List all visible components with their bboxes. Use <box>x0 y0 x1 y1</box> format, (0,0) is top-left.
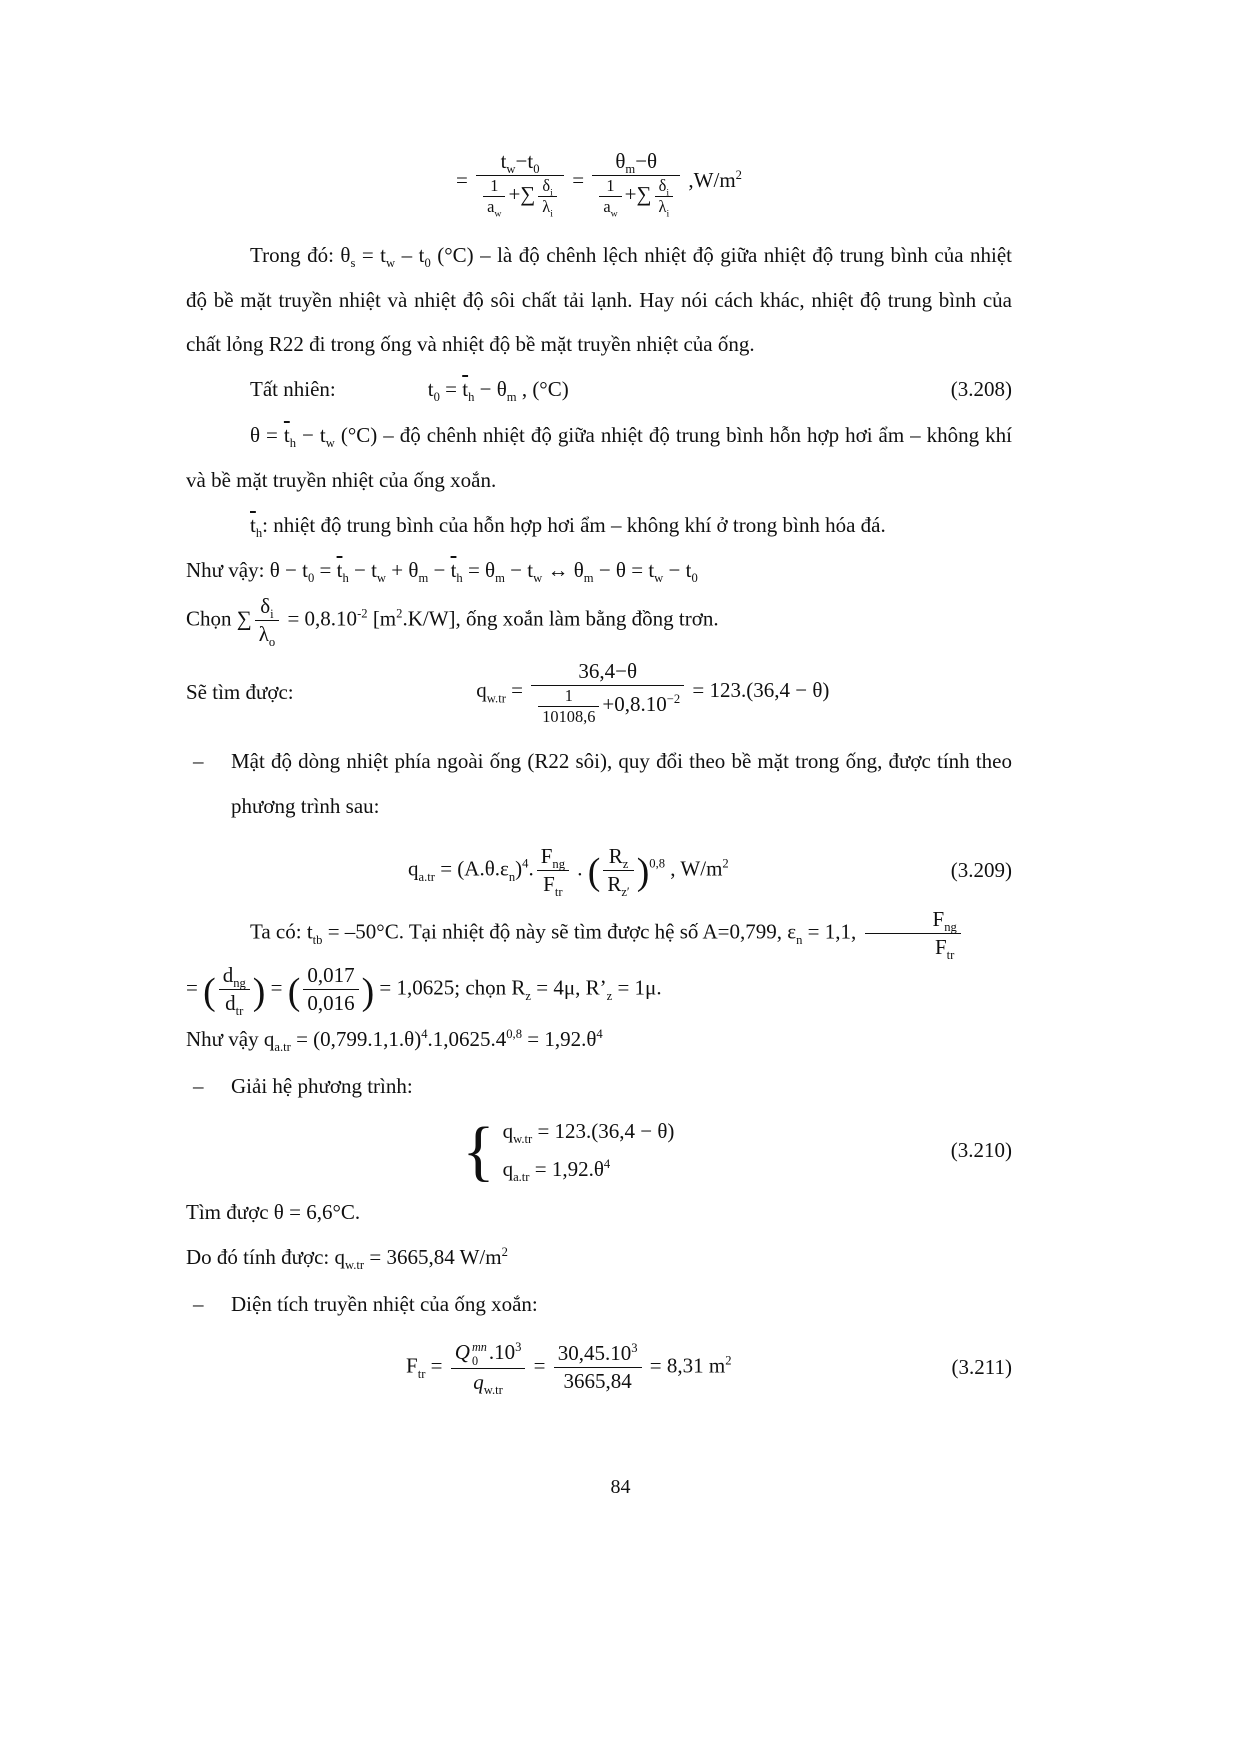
equation-3211 <box>186 1339 1012 1397</box>
list-item-giai-he <box>186 1064 1012 1109</box>
bullet-marker: – <box>193 748 204 773</box>
equation-3210 <box>186 1113 1012 1189</box>
paragraph-trong-do: Trong đó: $\theta_s = t_w - t_0$ (°C) – là độ chênh lệch nhiệt độ giữa nhiệt độ trung bình của nhiệt độ bề mặt truyền nhiệt và nhiệt độ sôi chất tải lạnh. Hay nói cách khác, nhiệt độ trung bình của chất lỏng R22 đi trong ống và nhiệt độ bề mặt truyền nhiệt của ống. <box>186 242 1012 357</box>
paragraph-nhu-vay: Như vậy: $\theta - t_0 = \overline{t}_h - t_w + \theta_m - \overline{t}_h = \theta_m - t_w$ ↔ $\theta_m - \theta = t_w - t_0$ <box>186 557 698 585</box>
paragraph-th-dinh-nghia: $\overline{t}_h$: nhiệt độ trung bình của hỗn hợp hơi ẩm – không khí ở trong bình hóa đá. <box>250 512 886 540</box>
equation-formula: $q_{w.tr}$ = 36,4−θ $\frac{1}{10108,6}$ $+0,8.10^{-2}$ = 123.(36,4 − θ) <box>476 659 830 727</box>
page-number: 84 <box>610 1476 631 1498</box>
equation-center <box>186 1339 952 1397</box>
list-item-text: Mật độ dòng nhiệt phía ngoài ống (R22 sôi), quy đổi theo bề mặt trong ống, được tính theo phương trình sau: <box>231 748 1012 818</box>
bullet-marker: – <box>193 1074 204 1099</box>
paragraph-ta-co: Ta có: $t_{tb} = -50^\circ C$. Tại nhiệt độ này sẽ tìm được hệ số A=0,799, $\varepsilon_n = 1,1$, $\frac{F_{ng}}{F_{tr}}$ <box>186 906 1012 962</box>
paragraph-chon: Chọn ∑ $\frac{\delta_i}{\lambda_o}$ = $0,8.10^{-2}$ $[m^2.K/W]$, ống xoắn làm bằng đồng trơn. <box>186 593 719 650</box>
brace-icon: { <box>462 1113 495 1189</box>
list-item-text: Giải hệ phương trình: <box>231 1074 413 1099</box>
equation-formula: $t_0 = \overline{t}_h - \theta_m$ , (°C) <box>427 377 569 405</box>
equation-lead-text: Sẽ tìm được: <box>186 679 294 704</box>
equation-display-main <box>186 148 1012 220</box>
paragraph-do-do: Do đó tính được: $q_{w.tr} = 3665,84$ $W/m^2$ <box>186 1244 508 1273</box>
equation-number: (3.209) <box>950 857 1012 882</box>
page-content <box>186 146 1012 1404</box>
equation-center <box>186 843 951 899</box>
equation-3209 <box>186 843 1012 899</box>
list-item-mat-do <box>186 739 1012 829</box>
equation-number: (3.208) <box>950 377 1012 402</box>
equation-formula: $q_{a.tr} = 1,92.\theta^4$ <box>502 1156 611 1184</box>
equation-formula: $q_{a.tr} = (A.\theta.\varepsilon_n)^4$. $\frac{F_{ng}}{F_{tr}}$ . ( $\frac{R_z}{R_{z'}}$ )$^{0,8}$ , $W/m^2$ <box>408 843 729 900</box>
equation-3208 <box>186 375 1012 404</box>
paragraph-ty-so-duong-kinh: = ( $\frac{d_{ng}}{d_{tr}}$ ) = ( $\frac{0,017}{0,016}$ ) = 1,0625; chọn $R_z = 4\mu$, $R’_z = 1\mu$. <box>186 962 662 1019</box>
equation-formula: $F_{tr}$ = Q mn 0 $.10^3$ $q_{w.tr}$ = $\frac{30,45.10^3}{3665,84}$ = 8,31 $m^2$ <box>406 1339 732 1398</box>
equation-system <box>462 1113 675 1189</box>
bullet-marker: – <box>193 1291 204 1316</box>
paragraph-nhu-vay-qatr: Như vậy $q_{a.tr} = (0,799.1,1.\theta)^4.1,0625.4^{0,8} = 1,92.\theta^4$ <box>186 1027 603 1055</box>
equation-system-lines <box>503 1117 675 1184</box>
equation-center <box>186 1113 951 1189</box>
equation-center <box>294 658 1012 727</box>
equation-formula: = $t_w-t_0$ $\frac{1}{a_w}$ +∑ $\frac{\delta_i}{\lambda_i}$ = $\theta_m-\theta$ $\frac{1}{a_w}$ +∑ $\frac{\delta_i}{\lambda_i}$ $,W/m^2$ <box>456 149 742 220</box>
equation-qwtr <box>186 658 1012 727</box>
paragraph-tim-duoc: Tìm được θ = 6,6°C. <box>186 1200 361 1225</box>
equation-lead-text: Tất nhiên: <box>250 377 336 402</box>
equation-formula: $q_{w.tr} = 123.(36,4 - \theta)$ <box>502 1119 675 1147</box>
list-item-text: Diện tích truyền nhiệt của ống xoắn: <box>231 1291 538 1316</box>
paragraph-theta-dinh-nghia: $\theta = \overline{t}_h - t_w$ (°C) – độ chênh nhiệt độ giữa nhiệt độ trung bình hỗn hợp hơi ẩm – không khí và bề mặt truyền nhiệt của ống xoắn. <box>186 422 1012 492</box>
equation-number: (3.211) <box>951 1354 1012 1379</box>
equation-number: (3.210) <box>950 1137 1012 1162</box>
list-item-dien-tich <box>186 1282 1012 1327</box>
